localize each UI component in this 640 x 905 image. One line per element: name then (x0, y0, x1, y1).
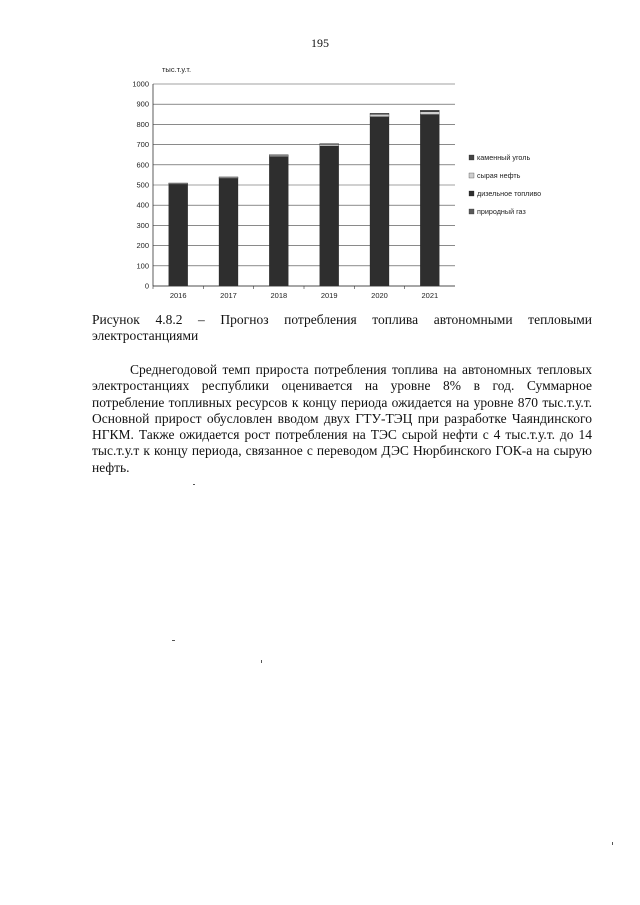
bar-segment (420, 110, 439, 111)
legend-swatch (469, 173, 474, 178)
scan-speck (193, 484, 195, 485)
bar-segment (370, 114, 389, 116)
x-tick-label: 2019 (320, 291, 338, 300)
y-tick-label: 900 (136, 99, 149, 109)
bar-segment (370, 117, 389, 286)
scan-speck (172, 640, 175, 641)
page-number: 195 (311, 36, 329, 50)
y-tick-label: 0 (144, 281, 149, 291)
y-tick-label: 800 (136, 119, 149, 129)
bar-segment (169, 184, 188, 286)
x-tick-label: 2017 (220, 291, 237, 300)
x-tick-label: 2016 (169, 291, 187, 300)
bar-segment (320, 144, 339, 146)
y-tick-label: 600 (136, 160, 149, 170)
legend-label: сырая нефть (477, 171, 521, 180)
bar-segment (370, 113, 389, 114)
legend-label: природный газ (477, 207, 526, 216)
legend-label: дизельное топливо (477, 189, 542, 198)
scan-speck (261, 660, 262, 663)
y-tick-label: 500 (136, 180, 149, 190)
scan-speck (612, 842, 613, 845)
y-tick-label: 300 (136, 220, 149, 230)
x-tick-label: 2018 (270, 291, 288, 300)
y-tick-label: 1000 (132, 79, 149, 89)
bar-segment (269, 155, 288, 156)
bar-segment (420, 115, 439, 286)
bar-segment (320, 144, 339, 145)
x-tick-label: 2020 (371, 291, 388, 300)
bar-segment (269, 157, 288, 286)
y-tick-label: 700 (136, 140, 149, 150)
bar-segment (219, 177, 238, 178)
bar-segment (269, 155, 288, 156)
y-tick-label: 200 (136, 241, 149, 251)
body-paragraph: Среднегодовой темп прироста потребления топлива на автономных тепловых электростанциях республики оценивается на уровне 8% в год. Суммарное потребление топливных ресурсов к концу периода ожидается на уровне 870 тыс.т.у.т. Основной прирост обусловлен вводом двух ГТУ-ТЭЦ при разработке Чаяндинского НГКМ. Также ожидается рост потребления на ТЭС сырой нефти с 4 тыс.т.у.т. до 14 тыс.т.у.т к концу периода, связанное с переводом ДЭС Нюрбинского ГОК-а на сырую нефть. (92, 362, 592, 475)
legend-label: каменный уголь (477, 153, 531, 162)
figure-caption-line-2: электростанциями (92, 328, 199, 343)
bar-segment (320, 146, 339, 286)
figure-caption-line-1: Рисунок 4.8.2 – Прогноз потребления топлива автономными тепловыми (92, 312, 592, 327)
legend-swatch (469, 191, 474, 196)
stacked-bar-chart (120, 58, 560, 304)
y-axis-label: тыс.т.у.т. (162, 65, 192, 74)
y-tick-label: 100 (136, 261, 149, 271)
bar-segment (219, 178, 238, 286)
figure-caption (92, 312, 592, 344)
legend-swatch (469, 155, 474, 160)
y-tick-label: 400 (136, 200, 149, 210)
legend-swatch (469, 209, 474, 214)
bar-segment (420, 112, 439, 115)
x-tick-label: 2021 (421, 291, 439, 300)
